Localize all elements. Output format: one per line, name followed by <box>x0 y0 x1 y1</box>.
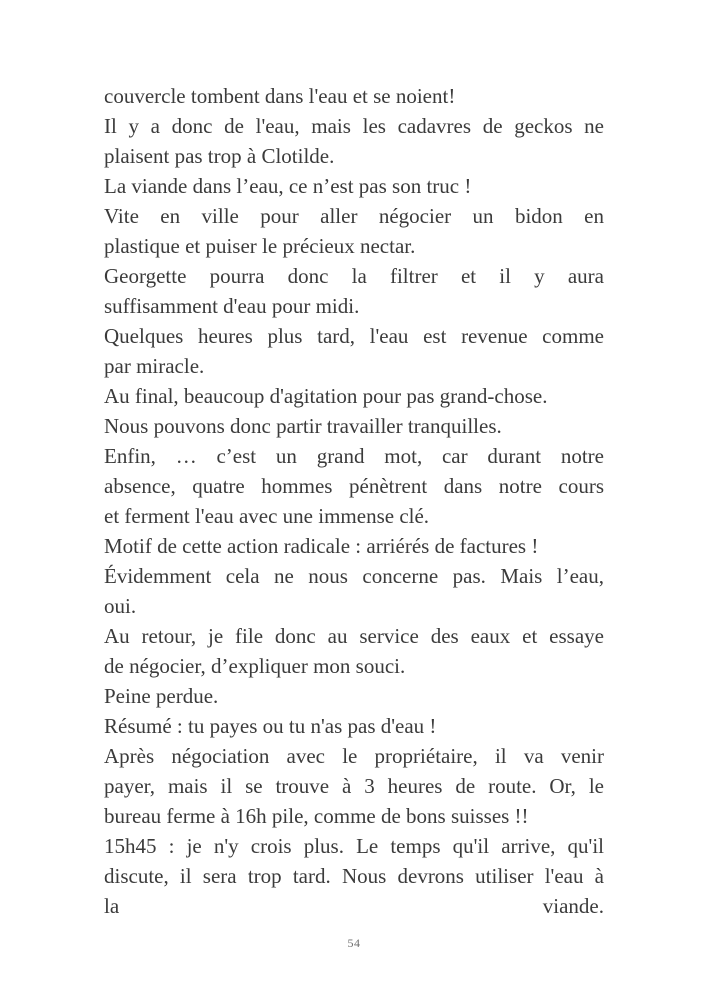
text-line: suffisamment d'eau pour midi. <box>104 294 360 318</box>
text-line: Évidemment cela ne nous concerne pas. Mais l’eau, <box>104 564 604 588</box>
text-line: et ferment l'eau avec une immense clé. <box>104 504 430 528</box>
text-line: Nous pouvons donc partir travailler tranquilles. <box>104 414 502 438</box>
text-line: Motif de cette action radicale : arriérés de factures ! <box>104 534 539 558</box>
text-line: Au retour, je file donc au service des eaux et essaye <box>104 624 604 648</box>
text-line: Georgette pourra donc la filtrer et il y aura <box>104 264 604 288</box>
text-line: absence, quatre hommes pénètrent dans notre cours <box>104 474 604 498</box>
text-line: de négocier, d’expliquer mon souci. <box>104 654 406 678</box>
text-line: par miracle. <box>104 354 205 378</box>
text-line: discute, il sera trop tard. Nous devrons utiliser l'eau à <box>104 864 604 888</box>
text-line: couvercle tombent dans l'eau et se noient! <box>104 84 456 108</box>
text-line: La viande dans l’eau, ce n’est pas son truc ! <box>104 174 472 198</box>
text-line: Enfin, … c’est un grand mot, car durant notre <box>104 444 604 468</box>
text-line: payer, mais il se trouve à 3 heures de route. Or, le <box>104 774 604 798</box>
text-line: plaisent pas trop à Clotilde. <box>104 144 335 168</box>
text-line: Au final, beaucoup d'agitation pour pas grand-chose. <box>104 384 548 408</box>
text-line: Vite en ville pour aller négocier un bidon en <box>104 204 604 228</box>
text-line: 15h45 : je n'y crois plus. Le temps qu'il arrive, qu'il <box>104 834 604 858</box>
text-line: Il y a donc de l'eau, mais les cadavres de geckos ne <box>104 114 604 138</box>
text-line: Peine perdue. <box>104 684 219 708</box>
page-body-text <box>104 81 604 921</box>
text-line: Après négociation avec le propriétaire, il va venir <box>104 744 604 768</box>
page-footer <box>104 934 604 952</box>
page-number: 54 <box>347 936 361 950</box>
text-line: plastique et puiser le précieux nectar. <box>104 234 416 258</box>
text-line: bureau ferme à 16h pile, comme de bons suisses !! <box>104 804 529 828</box>
text-line: la viande. <box>104 894 604 918</box>
text-line: oui. <box>104 594 137 618</box>
text-line: Quelques heures plus tard, l'eau est revenue comme <box>104 324 604 348</box>
text-line: Résumé : tu payes ou tu n'as pas d'eau ! <box>104 714 437 738</box>
